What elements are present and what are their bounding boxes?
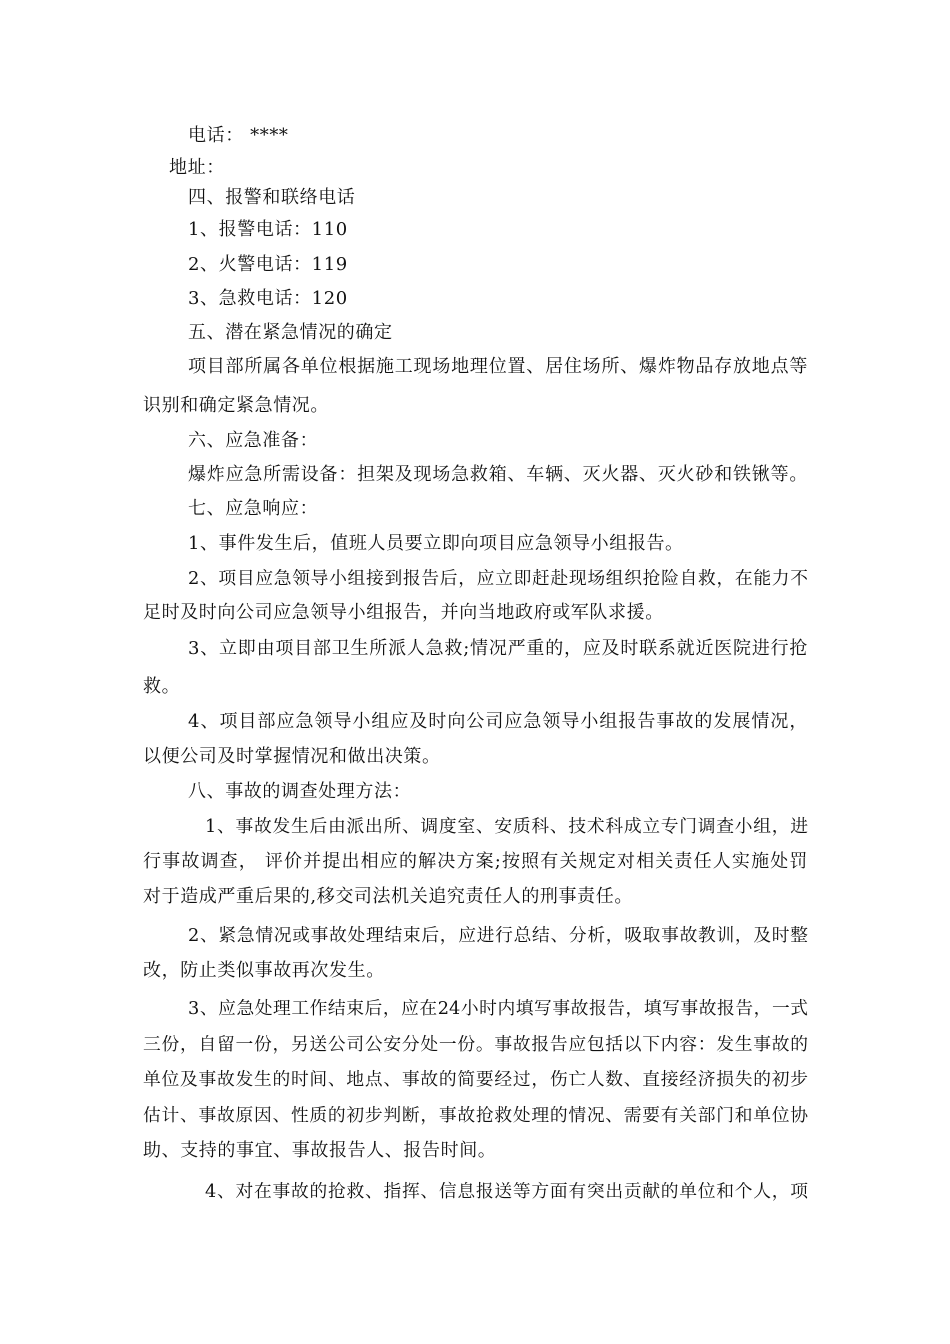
phone-line: 电话： **** — [188, 125, 289, 146]
paragraph-line: 单位及事故发生的时间、地点、事故的简要经过，伤亡人数、直接经济损失的初步 — [143, 1070, 808, 1090]
address-line: 地址： — [169, 157, 225, 178]
paragraph-line: 估计、事故原因、性质的初步判断，事故抢救处理的情况、需要有关部门和单位协 — [143, 1106, 808, 1126]
section-heading-6: 六、应急准备： — [188, 430, 319, 451]
paragraph-line: 三份，自留一份，另送公司公安分处一份。事故报告应包括以下内容：发生事故的 — [143, 1035, 808, 1055]
paragraph-line: 识别和确定紧急情况。 — [143, 395, 329, 416]
paragraph-line: 行事故调查， 评价并提出相应的解决方案;按照有关规定对相关责任人实施处罚 — [143, 851, 808, 872]
list-item: 1、报警电话：110 — [188, 219, 348, 240]
paragraph-line: 助、支持的事宜、事故报告人、报告时间。 — [143, 1140, 497, 1161]
paragraph-line: 对于造成严重后果的,移交司法机关追究责任人的刑事责任。 — [143, 886, 633, 907]
paragraph-line: 爆炸应急所需设备：担架及现场急救箱、车辆、灭火器、灭火砂和铁锹等。 — [188, 464, 808, 485]
paragraph-line: 2、紧急情况或事故处理结束后，应进行总结、分析，吸取事故教训，及时整 — [188, 926, 808, 946]
paragraph-line: 3、应急处理工作结束后，应在24小时内填写事故报告，填写事故报告，一式 — [188, 999, 808, 1019]
paragraph-line: 1、事件发生后，值班人员要立即向项目应急领导小组报告。 — [188, 533, 684, 554]
paragraph-line: 4、项目部应急领导小组应及时向公司应急领导小组报告事故的发展情况， — [188, 711, 808, 732]
section-heading-5: 五、潜在紧急情况的确定 — [188, 322, 393, 343]
paragraph-line: 3、立即由项目部卫生所派人急救;情况严重的，应及时联系就近医院进行抢 — [188, 638, 808, 659]
list-item: 3、急救电话：120 — [188, 288, 348, 309]
paragraph-line: 改，防止类似事故再次发生。 — [143, 960, 385, 981]
list-item: 2、火警电话：119 — [188, 254, 348, 275]
paragraph-line: 以便公司及时掌握情况和做出决策。 — [143, 746, 441, 767]
paragraph-line: 足时及时向公司应急领导小组报告，并向当地政府或军队求援。 — [143, 602, 664, 623]
paragraph-line: 项目部所属各单位根据施工现场地理位置、居住场所、爆炸物品存放地点等 — [188, 356, 808, 377]
paragraph-line: 救。 — [143, 676, 181, 697]
section-heading-4: 四、报警和联络电话 — [188, 187, 356, 208]
paragraph-line: 2、项目应急领导小组接到报告后，应立即赶赴现场组织抢险自救，在能力不 — [188, 569, 808, 589]
section-heading-8: 八、事故的调查处理方法： — [188, 781, 412, 802]
paragraph-line: 4、对在事故的抢救、指挥、信息报送等方面有突出贡献的单位和个人，项 — [205, 1182, 808, 1202]
paragraph-line: 1、事故发生后由派出所、调度室、安质科、技术科成立专门调查小组，进 — [205, 817, 808, 837]
section-heading-7: 七、应急响应： — [188, 498, 319, 519]
